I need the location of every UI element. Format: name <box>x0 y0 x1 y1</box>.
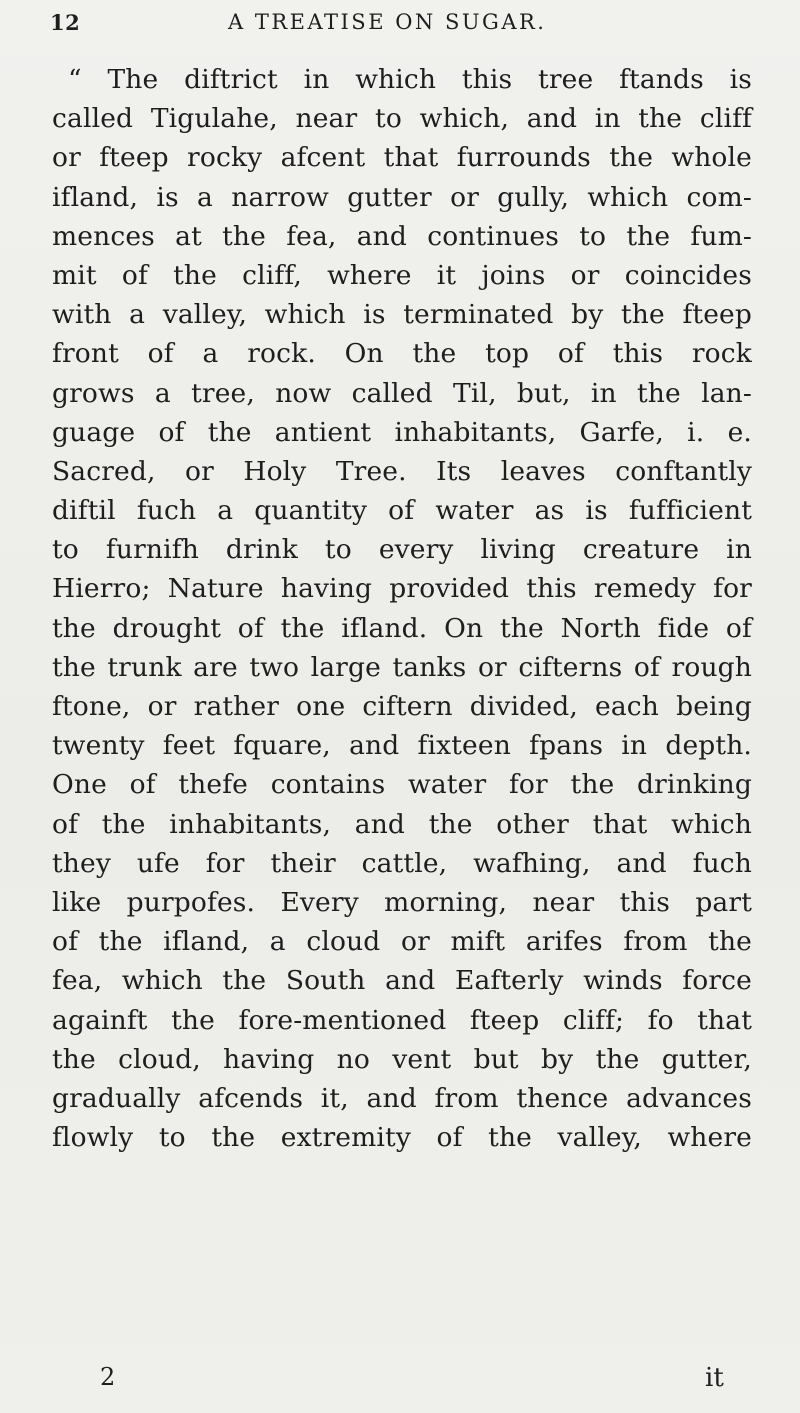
signature-mark: 2 <box>100 1363 116 1391</box>
text-line: guage of the antient inhabitants, Garfe, i. e. <box>52 416 752 448</box>
text-line: Hierro; Nature having provided this remedy for <box>52 573 752 605</box>
text-line: againft the fore-mentioned fteep cliff; fo that <box>52 1004 752 1036</box>
text-line: fea, which the South and Eafterly winds force <box>52 965 752 997</box>
text-line: of the ifland, a cloud or mift arifes from the <box>52 926 752 958</box>
text-line: called Tigulahe, near to which, and in the cliff <box>52 103 752 135</box>
page-footer <box>0 1363 800 1403</box>
text-line: ifland, is a narrow gutter or gully, which com- <box>52 181 752 213</box>
text-line: to furnifh drink to every living creature in <box>52 534 752 566</box>
text-line: front of a rock. On the top of this rock <box>52 338 752 370</box>
text-line: One of thefe contains water for the drinking <box>52 769 752 801</box>
text-line: of the inhabitants, and the other that which <box>52 808 752 840</box>
text-line: grows a tree, now called Til, but, in the lan- <box>52 377 752 409</box>
body-text <box>52 60 752 1157</box>
text-line: they ufe for their cattle, wafhing, and fuch <box>52 847 752 879</box>
text-line: mences at the fea, and continues to the fum- <box>52 220 752 252</box>
text-line: ftone, or rather one ciftern divided, each being <box>52 691 752 722</box>
text-line: the cloud, having no vent but by the gutter, <box>52 1043 752 1075</box>
page-number: 12 <box>50 10 81 35</box>
page-header <box>50 10 760 44</box>
text-line: flowly to the extremity of the valley, where <box>52 1122 752 1154</box>
text-line: like purpofes. Every morning, near this part <box>52 886 752 918</box>
text-line: the drought of the ifland. On the North fide of <box>52 612 752 644</box>
text-line: the trunk are two large tanks or cifterns of rough <box>52 651 752 683</box>
text-line: twenty feet fquare, and fixteen fpans in depth. <box>52 730 752 762</box>
catchword: it <box>705 1363 724 1393</box>
running-head: A TREATISE ON SUGAR. <box>228 10 547 34</box>
text-line: Sacred, or Holy Tree. Its leaves conftantly <box>52 455 752 487</box>
text-line: gradually afcends it, and from thence advances <box>52 1082 752 1114</box>
text-line: with a valley, which is terminated by the fteep <box>52 299 752 331</box>
text-line: mit of the cliff, where it joins or coincides <box>52 259 752 291</box>
text-line: “ The diftrict in which this tree ftands is <box>68 64 752 95</box>
text-line: diftil fuch a quantity of water as is fufficient <box>52 495 752 527</box>
text-line: or fteep rocky afcent that furrounds the whole <box>52 142 752 174</box>
